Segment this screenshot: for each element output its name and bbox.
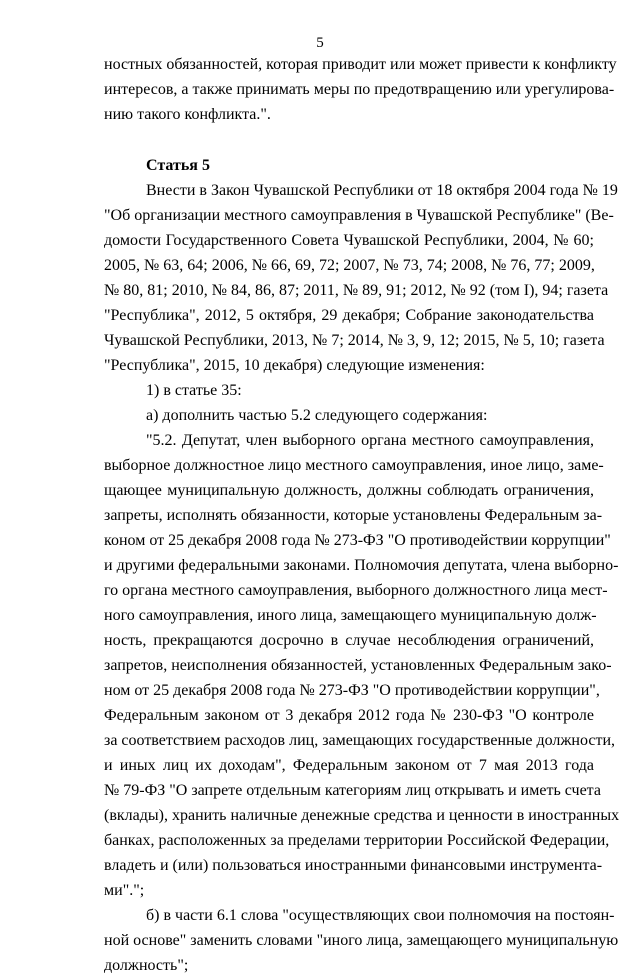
text-line: щающее муниципальную должность, должны соблюдать ограничения, <box>104 482 594 499</box>
text-line: Внести в Закон Чувашской Республики от 18 октября 2004 года № 19 <box>146 182 618 199</box>
text-line: домости Государственного Совета Чувашской Республики, 2004, № 60; <box>104 232 594 249</box>
text-line: и другими федеральными законами. Полномочия депутата, члена выборно- <box>104 557 619 574</box>
text-line: выборное должностное лицо местного самоуправления, иное лицо, заме- <box>104 457 604 474</box>
text-line: ной основе" заменить словами "иного лица, замещающего муниципальную <box>104 932 619 949</box>
article-heading: Статья 5 <box>146 157 210 174</box>
text-line: № 80, 81; 2010, № 84, 86, 87; 2011, № 89, 91; 2012, № 92 (том I), 94; газета <box>104 282 609 299</box>
text-line: (вклады), хранить наличные денежные средства и ценности в иностранных <box>104 807 620 824</box>
text-line: коном от 25 декабря 2008 года № 273-ФЗ "О противодействии коррупции" <box>104 532 611 549</box>
text-line: б) в части 6.1 слова "осуществляющих свои полномочия на постоян- <box>146 907 615 924</box>
text-line: "Республика", 2012, 5 октября, 29 декабря; Собрание законодательства <box>104 307 594 324</box>
text-line: ность, прекращаются досрочно в случае несоблюдения ограничений, <box>104 632 594 649</box>
text-line: Чувашской Республики, 2013, № 7; 2014, № 3, 9, 12; 2015, № 5, 10; газета <box>104 332 605 349</box>
text-line: ном от 25 декабря 2008 года № 273-ФЗ "О противодействии коррупции", <box>104 682 600 699</box>
text-line: "Об организации местного самоуправления в Чувашской Республике" (Ве- <box>104 207 614 224</box>
text-line: владеть и (или) пользоваться иностранными финансовыми инструмента- <box>104 857 603 874</box>
text-line: 1) в статье 35: <box>146 382 242 399</box>
text-line: а) дополнить частью 5.2 следующего содержания: <box>146 407 488 424</box>
text-line: 2005, № 63, 64; 2006, № 66, 69, 72; 2007, № 73, 74; 2008, № 76, 77; 2009, <box>104 257 595 274</box>
text-line: интересов, а также принимать меры по предотвращению или урегулирова- <box>104 81 615 98</box>
text-line: ного самоуправления, иного лица, замещающего муниципальную долж- <box>104 607 597 624</box>
text-line: № 79-ФЗ "О запрете отдельным категориям лиц открывать и иметь счета <box>104 782 601 799</box>
page-number: 5 <box>316 35 324 51</box>
text-line: и иных лиц их доходам", Федеральным законом от 7 мая 2013 года <box>104 757 594 774</box>
text-line: ми"."; <box>104 882 145 899</box>
text-line: нию такого конфликта.". <box>104 106 271 123</box>
text-line: должность"; <box>104 957 189 974</box>
document-body <box>104 52 620 978</box>
text-line: Федеральным законом от 3 декабря 2012 года № 230-ФЗ "О контроле <box>104 707 594 724</box>
text-line: за соответствием расходов лиц, замещающих государственные должности, <box>104 732 616 749</box>
text-line: го органа местного самоуправления, выборного должностного лица мест- <box>104 582 608 599</box>
text-line: ностных обязанностей, которая приводит или может привести к конфликту <box>104 56 617 73</box>
text-line: "5.2. Депутат, член выборного органа местного самоуправления, <box>146 432 594 449</box>
text-line: запретов, неисполнения обязанностей, установленных Федеральным зако- <box>104 657 612 674</box>
text-line: запреты, исполнять обязанности, которые установлены Федеральным за- <box>104 507 603 524</box>
text-line: "Республика", 2015, 10 декабря) следующие изменения: <box>104 357 485 374</box>
spacer <box>104 127 594 153</box>
text-line: банках, расположенных за пределами территории Российской Федерации, <box>104 832 610 849</box>
